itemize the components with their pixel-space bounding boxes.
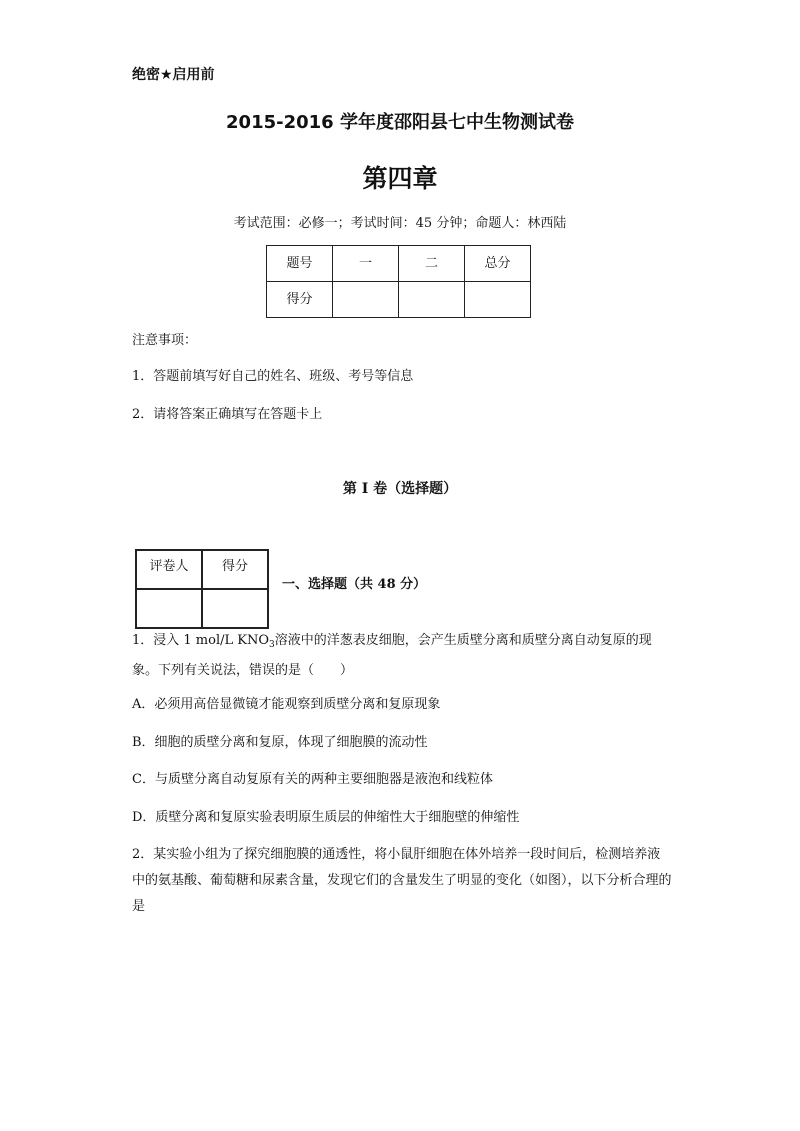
part-title: 第 I 卷（选择题） <box>342 481 458 497</box>
grader-blank-cell <box>136 589 202 628</box>
notes-title: 注意事项： <box>132 333 198 348</box>
grader-blank-row <box>136 589 268 628</box>
score-table-cell: 一 <box>333 246 399 282</box>
score-table <box>266 245 531 318</box>
grader-blank-cell <box>202 589 268 628</box>
question-1-option-d: D．质壁分离和复原实验表明原生质层的伸缩性大于细胞壁的伸缩性 <box>132 810 520 825</box>
question-1-stem-text: 1．浸入 1 mol/L KNO <box>132 633 270 648</box>
score-table-cell: 二 <box>399 246 465 282</box>
question-1-option-c: C．与质壁分离自动复原有关的两种主要细胞器是液泡和线粒体 <box>132 772 493 787</box>
score-table-cell: 得分 <box>267 282 333 318</box>
question-2-stem: 2．某实验小组为了探究细胞膜的通透性，将小鼠肝细胞在体外培养一段时间后，检测培养液中的氨基酸、葡萄糖和尿素含量，发现它们的含量发生了明显的变化（如图），以下分析合理的是 <box>132 847 672 914</box>
grader-header-row <box>136 550 268 589</box>
confidential-label: 绝密★启用前 <box>132 67 215 83</box>
exam-info: 考试范围：必修一；考试时间：45 分钟；命题人：林西陆 <box>233 216 567 231</box>
chapter-title: 第四章 <box>362 164 438 193</box>
grader-cell: 得分 <box>202 550 268 589</box>
note-item: 2．请将答案正确填写在答题卡上 <box>132 407 323 422</box>
section-title: 一、选择题（共 48 分） <box>282 577 427 592</box>
grader-table <box>135 549 269 629</box>
score-table-header-row <box>267 246 531 282</box>
question-1-option-a: A．必须用高倍显微镜才能观察到质壁分离和复原现象 <box>132 697 441 712</box>
question-1-option-b: B．细胞的质壁分离和复原，体现了细胞膜的流动性 <box>132 735 428 750</box>
question-1-stem <box>132 628 672 684</box>
score-table-cell: 总分 <box>465 246 531 282</box>
exam-title: 2015-2016 学年度邵阳县七中生物测试卷 <box>226 112 574 133</box>
score-blank-cell <box>333 282 399 318</box>
note-item: 1．答题前填写好自己的姓名、班级、考号等信息 <box>132 369 414 384</box>
grader-cell: 评卷人 <box>136 550 202 589</box>
score-blank-cell <box>465 282 531 318</box>
score-table-score-row <box>267 282 531 318</box>
score-table-cell: 题号 <box>267 246 333 282</box>
question-1-subscript: 3 <box>269 640 275 650</box>
question-1-stem-text-cont: 溶液中的洋葱表皮细胞，会产生质壁分离和质壁分离自动复原的现象。下列有关说法，错误的是（ ） <box>132 633 652 678</box>
score-blank-cell <box>399 282 465 318</box>
